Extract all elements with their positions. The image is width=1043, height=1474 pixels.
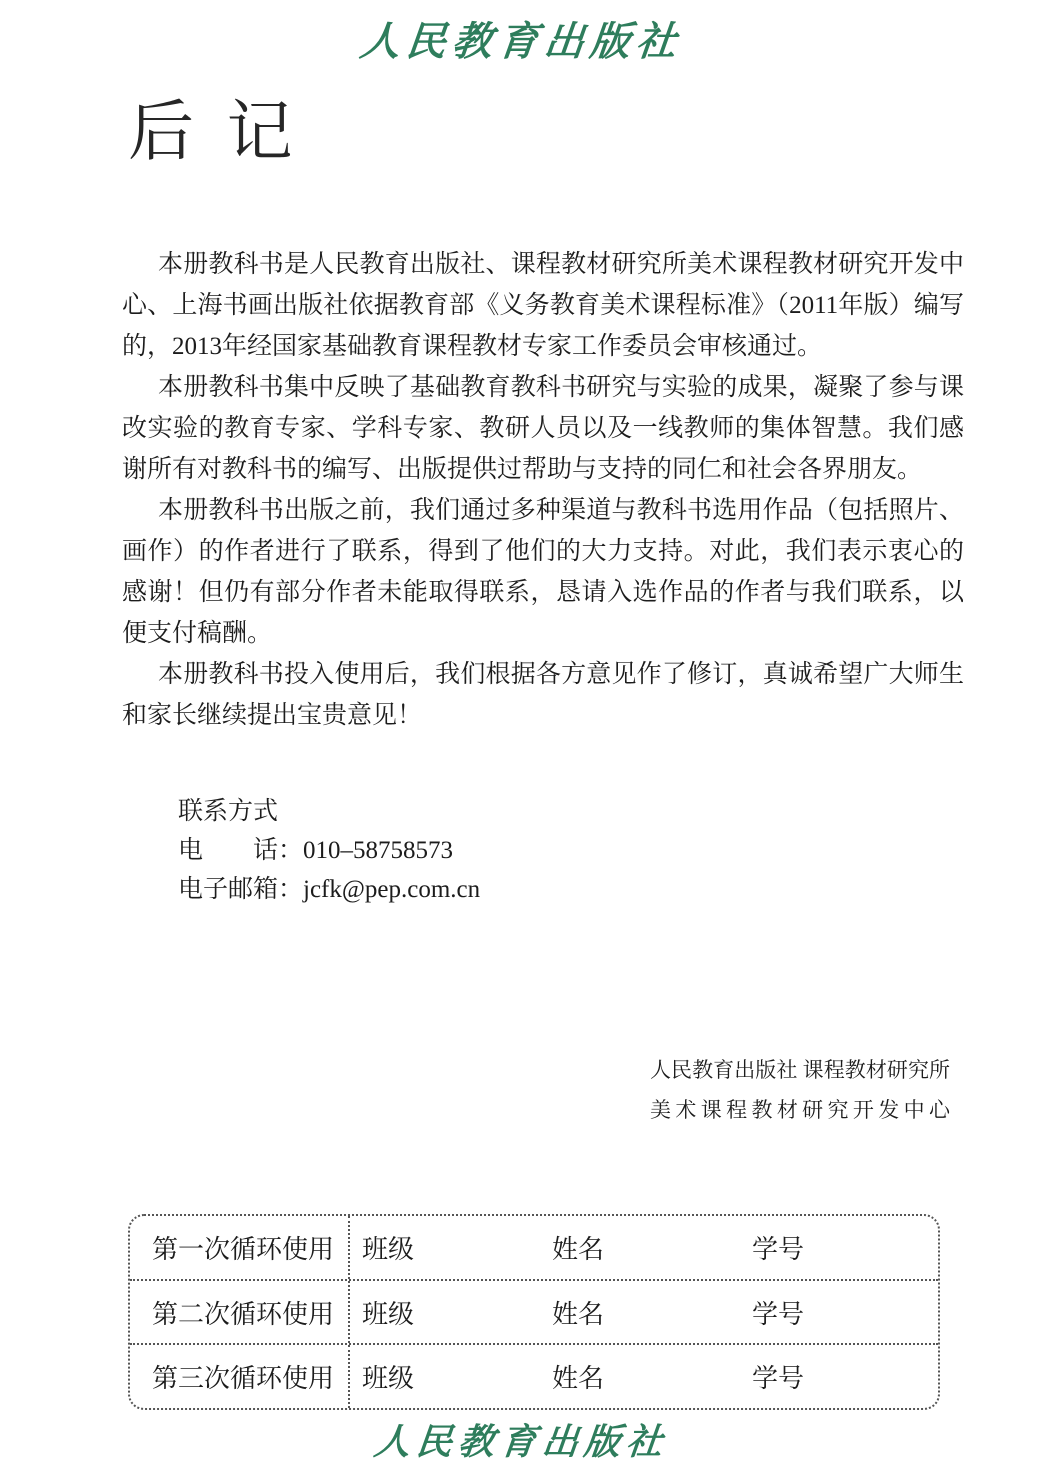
afterword-body [122, 244, 964, 736]
name-label: 姓名 [552, 1234, 605, 1264]
cycle-label-2: 第二次循环使用 [130, 1281, 350, 1344]
email-address: jcfk@pep.com.cn [303, 876, 481, 903]
page-title: 后 记 [128, 96, 293, 169]
name-label: 姓名 [552, 1364, 605, 1394]
phone-label: 电 话： [178, 837, 304, 864]
table-row [130, 1216, 938, 1279]
cycle-label-3: 第三次循环使用 [130, 1345, 350, 1408]
student-number-label: 学号 [752, 1364, 805, 1394]
recycle-use-table [128, 1214, 940, 1410]
attribution-line-2: 美术课程教材研究开发中心 [650, 1098, 950, 1122]
contact-heading: 联系方式 [178, 798, 279, 825]
attribution-block [650, 1050, 950, 1130]
email-label: 电子邮箱： [178, 876, 304, 903]
name-label: 姓名 [552, 1299, 605, 1329]
paragraph-2: 本册教科书集中反映了基础教育教科书研究与实验的成果，凝聚了参与课改实验的教育专家、学科专家、教研人员以及一线教师的集体智慧。我们感谢所有对教科书的编写、出版提供过帮助与支持的同仁和社会各界朋友。 [122, 374, 964, 483]
paragraph-3: 本册教科书出版之前，我们通过多种渠道与教科书选用作品（包括照片、画作）的作者进行了联系，得到了他们的大力支持。对此，我们表示衷心的感谢！但仍有部分作者未能取得联系，恳请入选作品的作者与我们联系，以便支付稿酬。 [122, 497, 964, 647]
cycle-label-1: 第一次循环使用 [130, 1216, 350, 1279]
contact-email-row [178, 870, 480, 909]
fields-cell-1 [350, 1216, 938, 1279]
attribution-line-1: 人民教育出版社 课程教材研究所 [650, 1058, 950, 1082]
fields-cell-2 [350, 1281, 938, 1344]
class-label: 班级 [362, 1234, 415, 1264]
paragraph-1: 本册教科书是人民教育出版社、课程教材研究所美术课程教材研究开发中心、上海书画出版社依据教育部《义务教育美术课程标准》（2011年版）编写的，2013年经国家基础教育课程教材专家工作委员会审核通过。 [122, 251, 964, 360]
class-label: 班级 [362, 1299, 415, 1329]
phone-number: 010–58758573 [303, 837, 454, 864]
student-number-label: 学号 [752, 1299, 805, 1329]
student-number-label: 学号 [752, 1234, 805, 1264]
table-row [130, 1343, 938, 1408]
paragraph-4: 本册教科书投入使用后，我们根据各方意见作了修订，真诚希望广大师生和家长继续提出宝贵意见！ [122, 661, 964, 729]
contact-block [178, 792, 480, 909]
publisher-logo-top: 人民教育出版社 [357, 19, 685, 64]
contact-phone-row [178, 831, 480, 870]
table-row [130, 1279, 938, 1344]
publisher-logo-bottom: 人民教育出版社 [372, 1422, 671, 1462]
class-label: 班级 [362, 1364, 415, 1394]
fields-cell-3 [350, 1345, 938, 1408]
